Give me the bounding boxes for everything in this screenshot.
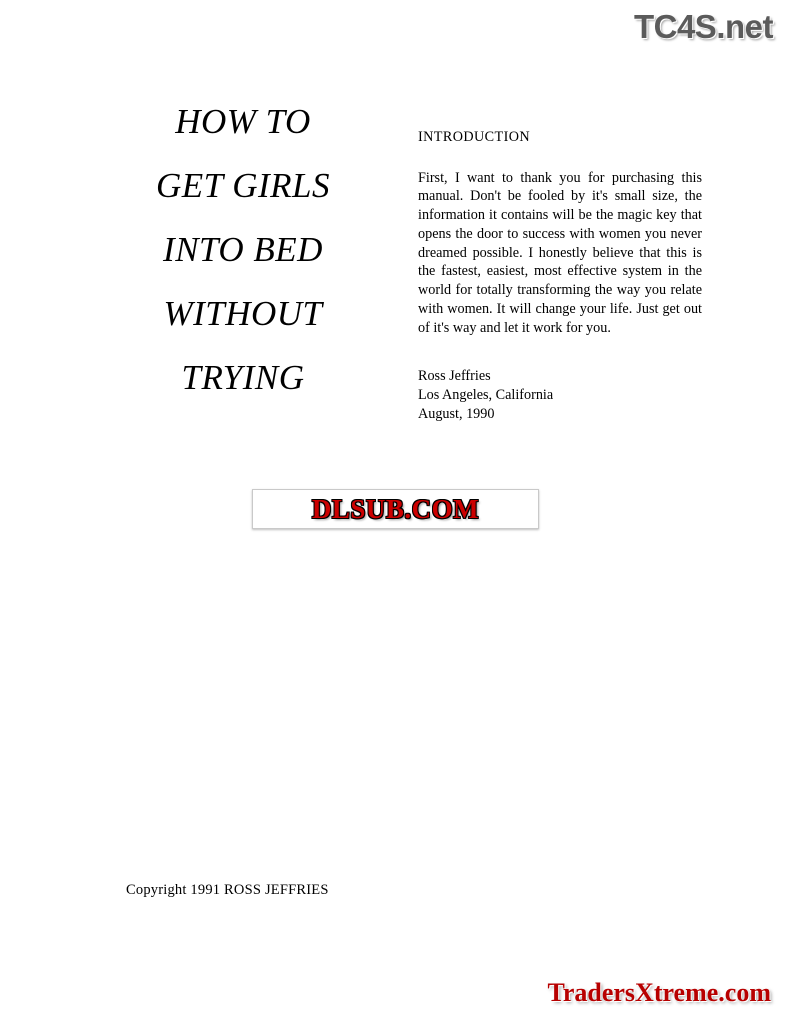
- dlsub-watermark-badge: [252, 489, 539, 529]
- signature-block: [418, 367, 702, 423]
- title-line-1: HOW TO: [175, 102, 311, 141]
- copyright-notice: Copyright 1991 ROSS JEFFRIES: [126, 882, 329, 898]
- title-line-5: TRYING: [181, 358, 305, 397]
- bottom-right-watermark: TradersXtreme.com: [547, 978, 771, 1007]
- signature-location: Los Angeles, California: [418, 387, 554, 404]
- dlsub-watermark-text: DLSUB.COM: [311, 493, 480, 524]
- top-right-watermark: TC4S.net: [633, 8, 773, 45]
- introduction-body: First, I want to thank you for purchasing this manual. Don't be fooled by it's small size, the information it contains will be the magic key that opens the door to success with women you never dreamed possible. I honestly believe that this is the fastest, easiest, most effective system in the world for totally transforming the way you relate with women. It will change your life. Just get out of it's way and let it work for you.: [418, 169, 702, 336]
- title-line-2: GET GIRLS: [155, 166, 330, 205]
- signature-name: Ross Jeffries: [418, 368, 491, 385]
- signature-date: August, 1990: [418, 405, 495, 422]
- title-line-4: WITHOUT: [163, 294, 323, 333]
- page-title: [108, 104, 378, 424]
- introduction-section: [418, 128, 702, 424]
- title-line-3: INTO BED: [163, 230, 323, 269]
- introduction-heading: INTRODUCTION: [418, 129, 530, 145]
